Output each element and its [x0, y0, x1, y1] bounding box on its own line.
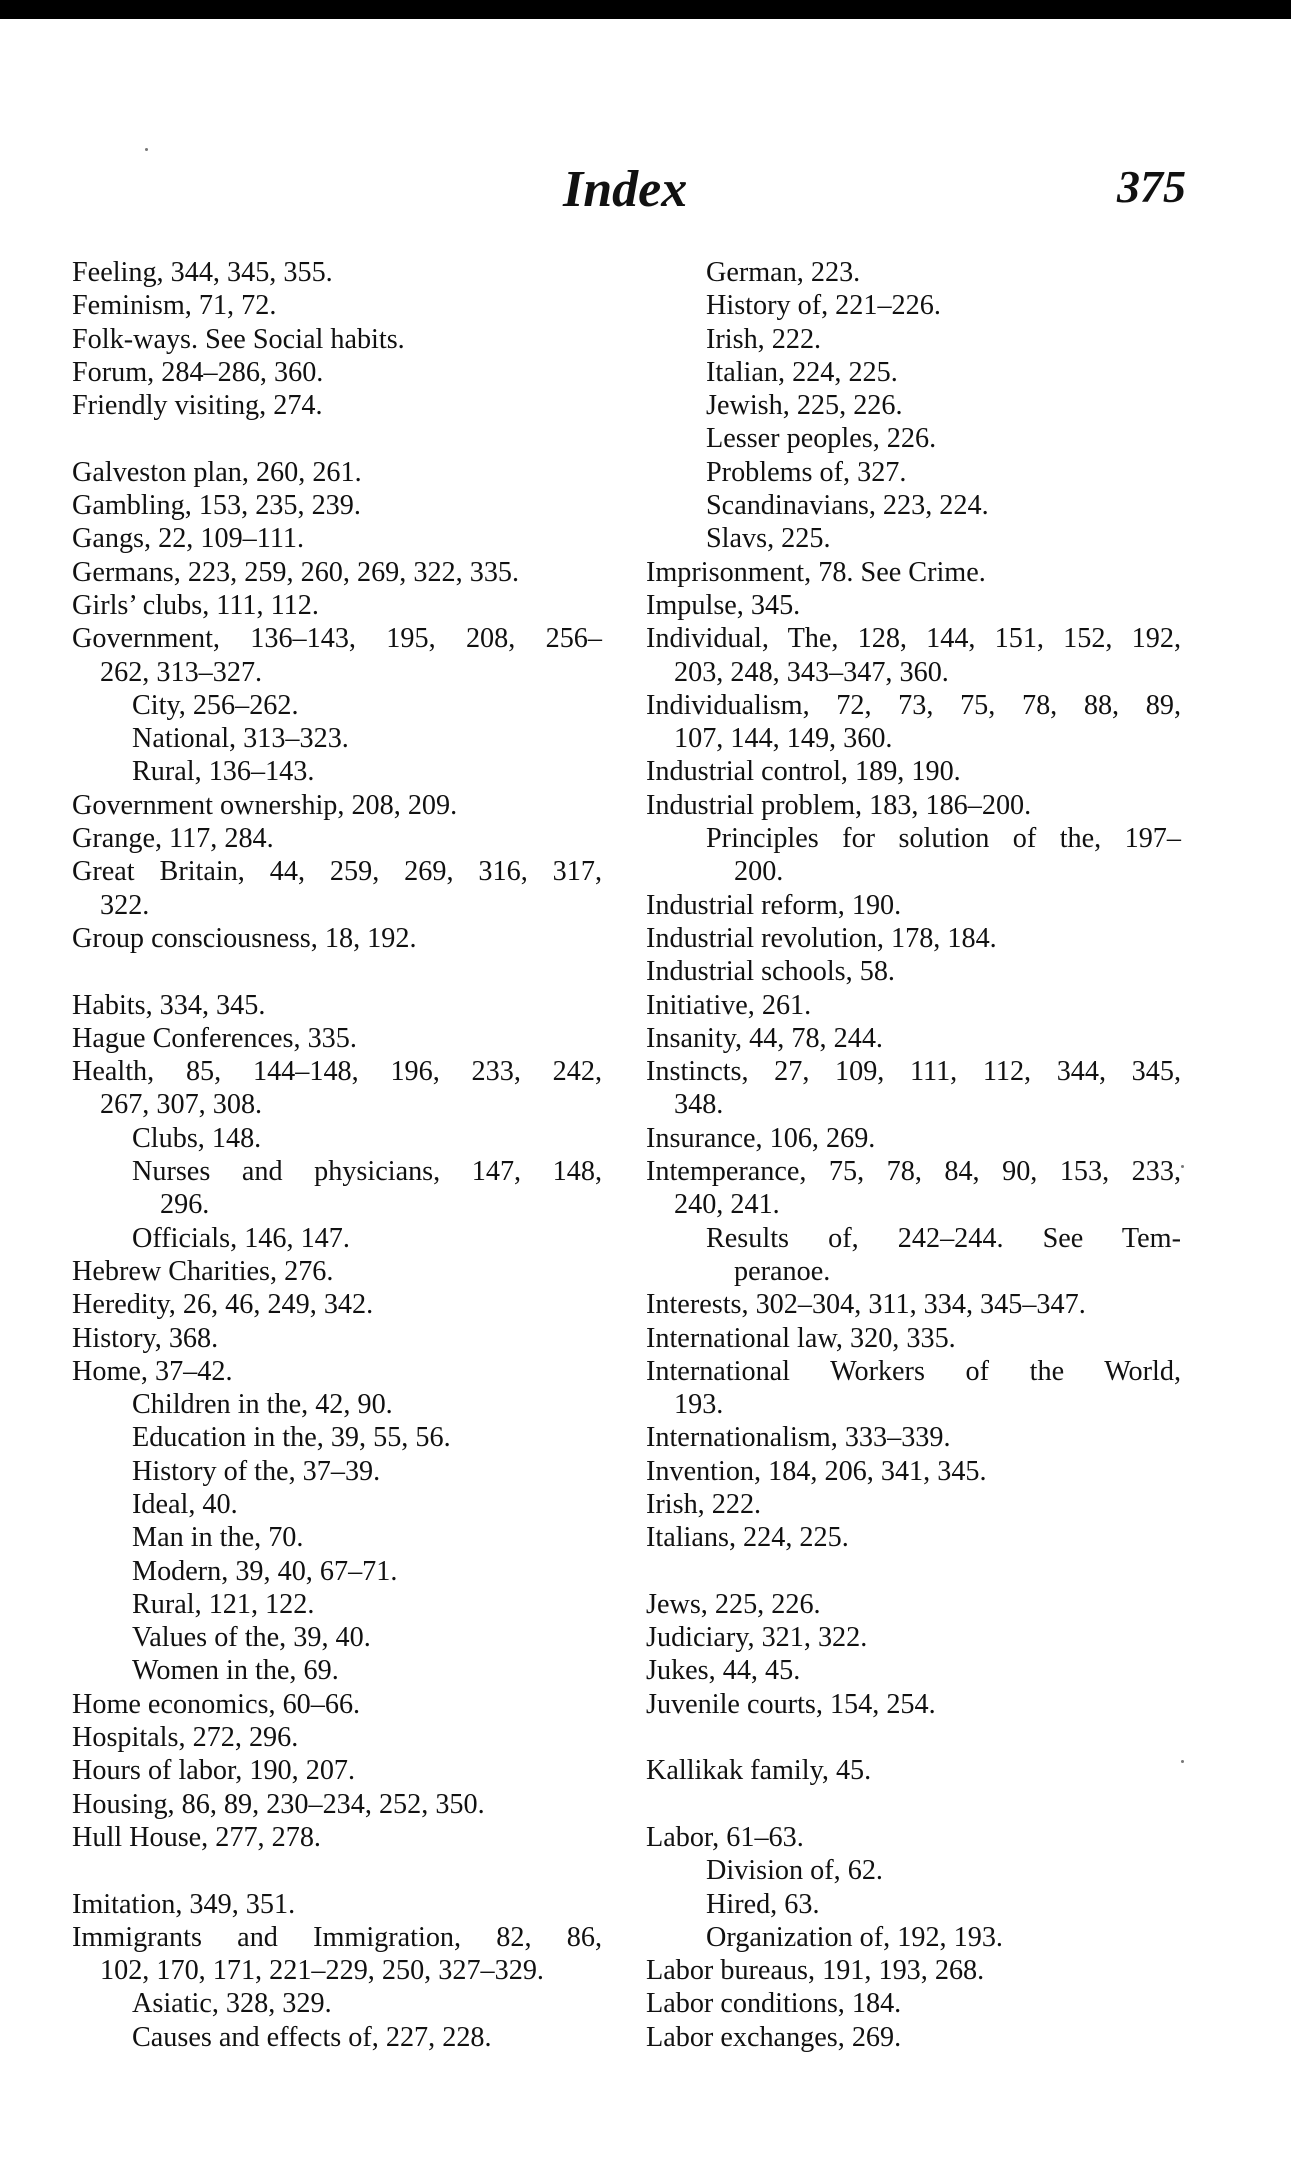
index-subentry: Man in the, 70. — [132, 1522, 304, 1554]
index-entry: Heredity, 26, 46, 249, 342. — [72, 1289, 374, 1321]
index-subentry: Irish, 222. — [706, 323, 822, 355]
index-subentry: Principles for solution of the, 197– — [706, 823, 1181, 855]
index-entry: Girls’ clubs, 111, 112. — [72, 589, 319, 621]
index-entry: Impulse, 345. — [646, 589, 801, 621]
index-column-right — [646, 256, 1181, 2054]
index-entry: Grange, 117, 284. — [72, 823, 274, 855]
index-entry: Gangs, 22, 109–111. — [72, 523, 305, 555]
index-entry-continuation: 348. — [674, 1089, 724, 1121]
index-entry: Italians, 224, 225. — [646, 1522, 849, 1554]
index-entry: Insurance, 106, 269. — [646, 1122, 876, 1154]
index-entry: Judiciary, 321, 322. — [646, 1622, 868, 1654]
scan-speck — [1181, 1760, 1184, 1763]
index-subentry: Causes and effects of, 227, 228. — [132, 2021, 492, 2053]
index-entry: Invention, 184, 206, 341, 345. — [646, 1455, 987, 1487]
index-subentry: Italian, 224, 225. — [706, 356, 898, 388]
index-entry: Housing, 86, 89, 230–234, 252, 350. — [72, 1788, 485, 1820]
index-entry: Imitation, 349, 351. — [72, 1888, 296, 1920]
index-entry: Industrial reform, 190. — [646, 889, 902, 921]
index-entry: Irish, 222. — [646, 1488, 762, 1520]
index-entry: Government, 136–143, 195, 208, 256– — [72, 623, 602, 655]
index-entry: Group consciousness, 18, 192. — [72, 922, 417, 954]
index-entry: Kallikak family, 45. — [646, 1755, 872, 1787]
scan-speck — [1181, 1165, 1184, 1168]
index-entry: Industrial problem, 183, 186–200. — [646, 789, 1032, 821]
index-subentry: History of, 221–226. — [706, 290, 941, 322]
index-entry: Feminism, 71, 72. — [72, 290, 277, 322]
index-subentry: Slavs, 225. — [706, 523, 831, 555]
index-entry: Friendly visiting, 274. — [72, 390, 323, 422]
index-subentry: City, 256–262. — [132, 689, 299, 721]
index-subentry: Officials, 146, 147. — [132, 1222, 350, 1254]
index-subentry: Children in the, 42, 90. — [132, 1389, 393, 1421]
index-entry: Internationalism, 333–339. — [646, 1422, 951, 1454]
index-subentry: Women in the, 69. — [132, 1655, 339, 1687]
index-entry: Feeling, 344, 345, 355. — [72, 257, 333, 288]
index-entry: Great Britain, 44, 259, 269, 316, 317, — [72, 856, 602, 888]
index-entry: Habits, 334, 345. — [72, 989, 266, 1021]
index-entry: Galveston plan, 260, 261. — [72, 456, 362, 488]
index-entry: Industrial revolution, 178, 184. — [646, 922, 997, 954]
index-entry: Labor conditions, 184. — [646, 1988, 902, 2020]
index-subentry: Lesser peoples, 226. — [706, 423, 937, 455]
index-entry: Hebrew Charities, 276. — [72, 1255, 334, 1287]
index-column-left — [72, 256, 602, 2054]
index-entry-continuation: 107, 144, 149, 360. — [674, 723, 893, 755]
page-top-edge — [0, 0, 1291, 19]
index-subentry: Problems of, 327. — [706, 456, 907, 488]
index-entry: Instincts, 27, 109, 111, 112, 344, 345, — [646, 1056, 1181, 1088]
index-subentry: Ideal, 40. — [132, 1488, 238, 1520]
index-subentry: Scandinavians, 223, 224. — [706, 490, 989, 522]
index-entry-continuation: 203, 248, 343–347, 360. — [674, 656, 949, 688]
index-entry-continuation: 193. — [674, 1389, 724, 1421]
index-subentry-continuation: peranoe. — [734, 1255, 831, 1287]
index-entry: Initiative, 261. — [646, 989, 812, 1021]
index-subentry: Education in the, 39, 55, 56. — [132, 1422, 451, 1454]
index-subentry: Division of, 62. — [706, 1855, 883, 1887]
index-entry: Labor bureaus, 191, 193, 268. — [646, 1955, 985, 1987]
index-subentry: Results of, 242–244. See Tem- — [706, 1222, 1181, 1254]
running-header-title: Index — [563, 161, 688, 218]
index-subentry: Organization of, 192, 193. — [706, 1921, 1003, 1953]
index-entry: Germans, 223, 259, 260, 269, 322, 335. — [72, 556, 520, 588]
index-entry: Individual, The, 128, 144, 151, 152, 192, — [646, 623, 1181, 655]
index-subentry-continuation: 200. — [734, 856, 784, 888]
index-entry: Hospitals, 272, 296. — [72, 1722, 299, 1754]
index-entry: Hull House, 277, 278. — [72, 1821, 321, 1853]
index-entry: International law, 320, 335. — [646, 1322, 956, 1354]
index-entry: Industrial schools, 58. — [646, 956, 895, 988]
index-subentry: Asiatic, 328, 329. — [132, 1988, 332, 2020]
index-entry: Hague Conferences, 335. — [72, 1022, 357, 1054]
index-subentry: Clubs, 148. — [132, 1122, 262, 1154]
index-entry: Government ownership, 208, 209. — [72, 789, 458, 821]
index-entry: Labor exchanges, 269. — [646, 2021, 902, 2053]
index-subentry: Rural, 121, 122. — [132, 1588, 315, 1620]
index-subentry-continuation: 296. — [160, 1189, 210, 1221]
index-entry: Labor, 61–63. — [646, 1821, 804, 1853]
page-number: 375 — [1117, 161, 1186, 212]
index-entry: International Workers of the World, — [646, 1355, 1181, 1387]
index-subentry: History of the, 37–39. — [132, 1455, 381, 1487]
index-entry: Jukes, 44, 45. — [646, 1655, 801, 1687]
index-subentry: Values of the, 39, 40. — [132, 1622, 371, 1654]
index-entry: Folk-ways. See Social habits. — [72, 323, 405, 355]
index-entry: Industrial control, 189, 190. — [646, 756, 961, 788]
index-entry: Insanity, 44, 78, 244. — [646, 1022, 883, 1054]
index-entry: Interests, 302–304, 311, 334, 345–347. — [646, 1289, 1086, 1321]
index-subentry: Rural, 136–143. — [132, 756, 315, 788]
index-entry: Imprisonment, 78. See Crime. — [646, 556, 986, 588]
index-entry-continuation: 240, 241. — [674, 1189, 780, 1221]
index-entry: Individualism, 72, 73, 75, 78, 88, 89, — [646, 689, 1181, 721]
index-entry: Immigrants and Immigration, 82, 86, — [72, 1921, 602, 1953]
index-entry: Forum, 284–286, 360. — [72, 356, 324, 388]
index-subentry: National, 313–323. — [132, 723, 349, 755]
index-entry: Home economics, 60–66. — [72, 1688, 361, 1720]
index-subentry: Modern, 39, 40, 67–71. — [132, 1555, 398, 1587]
index-entry-continuation: 102, 170, 171, 221–229, 250, 327–329. — [100, 1955, 544, 1987]
index-subentry: Hired, 63. — [706, 1888, 820, 1920]
index-subentry: Jewish, 225, 226. — [706, 390, 903, 422]
index-entry-continuation: 322. — [100, 889, 150, 921]
index-subentry: Nurses and physicians, 147, 148, — [132, 1156, 602, 1188]
index-entry-continuation: 267, 307, 308. — [100, 1089, 263, 1121]
index-entry: Health, 85, 144–148, 196, 233, 242, — [72, 1056, 602, 1088]
index-entry: Juvenile courts, 154, 254. — [646, 1688, 936, 1720]
scan-speck — [145, 148, 148, 151]
index-entry: Intemperance, 75, 78, 84, 90, 153, 233, — [646, 1156, 1181, 1188]
index-entry: Hours of labor, 190, 207. — [72, 1755, 356, 1787]
index-entry: Home, 37–42. — [72, 1355, 233, 1387]
index-subentry: German, 223. — [706, 257, 861, 288]
index-entry: Gambling, 153, 235, 239. — [72, 490, 361, 522]
index-entry-continuation: 262, 313–327. — [100, 656, 263, 688]
index-entry: History, 368. — [72, 1322, 219, 1354]
index-entry: Jews, 225, 226. — [646, 1588, 821, 1620]
